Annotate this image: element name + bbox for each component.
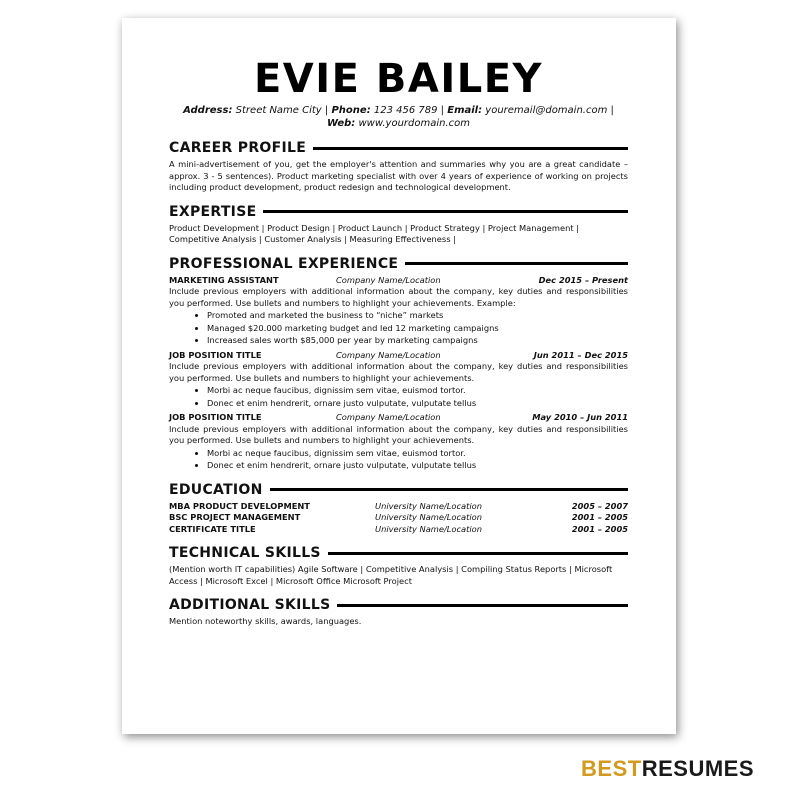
job-dates: Dec 2015 – Present [538,274,628,285]
education-header [169,481,628,499]
university: University Name/Location [375,523,483,534]
technical-skills-header [169,544,628,562]
section-title: EXPERTISE [169,203,257,220]
web-label: Web: [326,118,356,129]
candidate-name: EVIE BAILEY [253,56,544,102]
education-row [169,501,628,513]
bullet-item: • Managed $20.000 marketing budget and led 12 marketing campaigns [207,322,628,335]
job-title: JOB POSITION TITLE [169,349,262,360]
job-description: Include previous employers with additional information about the company, key duties and responsibilities you performed. Use bullets and numbers to highlight your achievements. [169,423,628,445]
section-title: TECHNICAL SKILLS [169,545,321,561]
phone-value: 123 456 789 [373,105,438,116]
contact-info: Address: Street Name City | Phone: 123 456 789 | Email: youremail@domain.com | Web: www.yourdomain.com [183,105,614,129]
career-profile-text: A mini-advertisement of you, get the employer's attention and summaries why you are a great candidate – approx. 3 - 5 sentences). Product marketing specialist with over 4 years of experience of working on projects including product development, product redesign and technological development. [169,159,628,192]
phone-label: Phone: [331,105,371,116]
degree-title: MBA PRODUCT DEVELOPMENT [169,500,310,511]
job-header [169,275,628,287]
job-title: JOB POSITION TITLE [169,412,262,422]
section-rule [328,552,628,555]
logo-best: BEST [581,756,642,781]
bullet-item: • Promoted and marketed the business to “niche” markets [207,309,628,322]
job-header [169,350,628,362]
degree-title: CERTIFICATE TITLE [169,523,256,534]
bullet-item: • Donec et enim hendrerit, ornare justo vulputate, vulputate tellus [207,397,628,410]
section-title: CAREER PROFILE [169,140,307,156]
degree-title: BSC PROJECT MANAGEMENT [169,512,301,522]
address-label: Address: [183,105,233,116]
job-company: Company Name/Location [336,349,441,360]
career-profile-header [169,139,628,157]
section-rule [263,210,628,213]
bullet-item: • Donec et enim hendrerit, ornare justo vulputate, vulputate tellus [207,459,628,472]
section-rule [270,488,628,491]
resume-page [122,18,676,734]
job-dates: May 2010 – Jun 2011 [532,412,628,422]
job-description: Include previous employers with additional information about the company, key duties and responsibilities you performed. Use bullets and numbers to highlight your achievements. Example: [169,286,628,308]
expertise-header [169,203,628,221]
section-rule [313,147,628,150]
job-dates: Jun 2011 – Dec 2015 [533,349,628,360]
bullet-item: • Morbi ac neque faucibus, dignissim sem vitae, euismod tortor. [207,447,628,460]
bestresumes-logo [581,756,754,782]
job-description: Include previous employers with additional information about the company, key duties and responsibilities you performed. Use bullets and numbers to highlight your achievements. [169,361,628,383]
education-row [169,524,628,536]
bullet-item: • Increased sales worth $85,000 per year by marketing campaigns [207,334,628,347]
job-entry [169,275,628,347]
job-bullets [169,384,628,409]
email-label: Email: [447,105,483,116]
job-bullets [169,447,628,472]
address-value: Street Name City [235,105,322,116]
web-value: www.yourdomain.com [358,118,471,129]
job-entry [169,412,628,472]
job-company: Company Name/Location [336,412,441,422]
education-row [169,512,628,524]
email-value: youremail@domain.com [485,105,608,116]
university: University Name/Location [375,500,483,511]
section-title: EDUCATION [169,481,263,498]
expertise-text: Product Development | Product Design | Product Launch | Product Strategy | Project Management | Competitive Analysis | Customer Analysis | Measuring Effectiveness | [169,222,580,244]
additional-skills-text: Mention noteworthy skills, awards, languages. [169,616,362,626]
section-title: PROFESSIONAL EXPERIENCE [169,255,399,272]
resume-content [169,18,628,628]
additional-skills-header [169,596,628,614]
section-rule [405,262,628,265]
job-company: Company Name/Location [336,274,441,285]
section-rule [337,604,628,607]
job-bullets [169,309,628,347]
logo-resumes: RESUMES [641,756,754,781]
job-entry [169,350,628,410]
section-title: ADDITIONAL SKILLS [169,597,331,613]
technical-skills-text: (Mention worth IT capabilities) Agile Software | Competitive Analysis | Compiling Status Reports | Microsoft Access | Microsoft Excel | Microsoft Office Microsoft Project [169,564,613,586]
education-dates: 2001 – 2005 [571,512,628,522]
education-dates: 2001 – 2005 [571,523,628,534]
job-title: MARKETING ASSISTANT [169,274,279,285]
bullet-item: • Morbi ac neque faucibus, dignissim sem vitae, euismod tortor. [207,384,628,397]
education-dates: 2005 – 2007 [571,500,628,511]
university: University Name/Location [375,512,483,522]
job-header [169,412,628,424]
experience-header [169,255,628,273]
